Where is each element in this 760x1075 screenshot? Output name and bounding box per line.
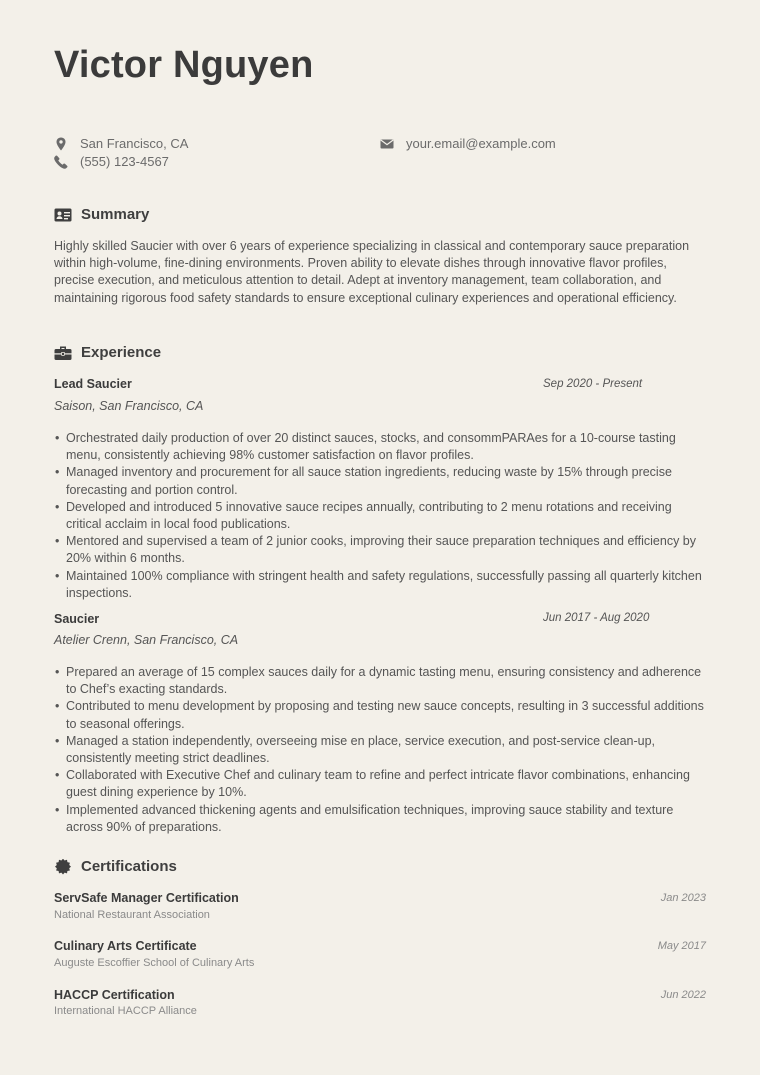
job-title: Saucier bbox=[54, 612, 100, 626]
phone-icon bbox=[54, 155, 68, 169]
badge-icon bbox=[54, 859, 72, 875]
summary-text: Highly skilled Saucier with over 6 years of experience specializing in classical and contemporary sauce preparation within high-volume, fine-dining environments. Proven ability to elevate dishes through innovative flavor profiles, precise execution, and meticulous attention to detail. Adept at inventory management, team collaboration, and maintaining rigorous food safety standards to ensure exceptional culinary experiences and operational efficiency. bbox=[54, 239, 690, 305]
summary-section-header bbox=[54, 206, 149, 223]
cert-name: HACCP Certification bbox=[54, 988, 175, 1002]
job-bullets bbox=[54, 430, 710, 602]
envelope-icon bbox=[380, 137, 394, 151]
certifications-section-header bbox=[54, 858, 177, 875]
id-card-icon bbox=[54, 207, 72, 223]
candidate-name: Victor Nguyen bbox=[54, 44, 314, 86]
cert-name: Culinary Arts Certificate bbox=[54, 939, 197, 953]
list-item: • Contributed to menu development by proposing and testing new sauce concepts, resulting in 3 successful additions to seasonal offerings. bbox=[54, 698, 710, 732]
job-title: Lead Saucier bbox=[54, 377, 132, 391]
list-item: • Orchestrated daily production of over 20 distinct sauces, stocks, and consommPARAes for a 10-course tasting menu, consistently achieving 98% customer satisfaction on flavor profiles. bbox=[54, 430, 710, 464]
job-date: Jun 2017 - Aug 2020 bbox=[543, 612, 650, 624]
list-item: • Maintained 100% compliance with stringent health and safety regulations, successfully passing all quarterly kitchen inspections. bbox=[54, 568, 710, 602]
cert-org: National Restaurant Association bbox=[54, 909, 210, 921]
cert-date: Jun 2022 bbox=[660, 989, 706, 1001]
cert-name: ServSafe Manager Certification bbox=[54, 891, 239, 905]
contact-phone bbox=[54, 154, 169, 169]
contact-location bbox=[54, 136, 188, 151]
list-item: • Collaborated with Executive Chef and culinary team to refine and perfect intricate flavor combinations, enhancing guest dining experience by 10%. bbox=[54, 767, 710, 801]
cert-org: International HACCP Alliance bbox=[54, 1005, 197, 1017]
email-link[interactable]: your.email@example.com bbox=[406, 136, 556, 151]
contact-email bbox=[380, 136, 556, 151]
summary-heading: Summary bbox=[81, 206, 150, 223]
certifications-heading: Certifications bbox=[81, 858, 177, 875]
experience-heading: Experience bbox=[81, 344, 162, 361]
cert-date: Jan 2023 bbox=[660, 892, 706, 904]
list-item: • Managed a station independently, overseeing mise en place, service execution, and post-service clean-up, consistently meeting strict deadlines. bbox=[54, 733, 710, 767]
experience-section-header bbox=[54, 344, 161, 361]
briefcase-icon bbox=[54, 345, 72, 361]
cert-date: May 2017 bbox=[657, 940, 706, 952]
phone-text: (555) 123-4567 bbox=[80, 154, 169, 169]
cert-org: Auguste Escoffier School of Culinary Arts bbox=[54, 957, 255, 969]
job-bullets bbox=[54, 664, 710, 836]
job-company: Atelier Crenn, San Francisco, CA bbox=[54, 633, 239, 647]
list-item: • Mentored and supervised a team of 2 junior cooks, improving their sauce preparation techniques and efficiency by 20% within 6 months. bbox=[54, 533, 710, 567]
location-text: San Francisco, CA bbox=[80, 136, 189, 151]
job-date: Sep 2020 - Present bbox=[543, 378, 643, 390]
list-item: • Implemented advanced thickening agents and emulsification techniques, improving sauce stability and texture across 90% of preparations. bbox=[54, 802, 710, 836]
list-item: • Developed and introduced 5 innovative sauce recipes annually, contributing to 2 menu rotations and receiving critical acclaim in local food publications. bbox=[54, 499, 710, 533]
map-pin-icon bbox=[54, 137, 68, 151]
job-company: Saison, San Francisco, CA bbox=[54, 399, 204, 413]
list-item: • Managed inventory and procurement for all sauce station ingredients, reducing waste by 15% through precise forecasting and portion control. bbox=[54, 464, 710, 498]
list-item: • Prepared an average of 15 complex sauces daily for a dynamic tasting menu, ensuring consistency and adherence to Chef’s exacting standards. bbox=[54, 664, 710, 698]
